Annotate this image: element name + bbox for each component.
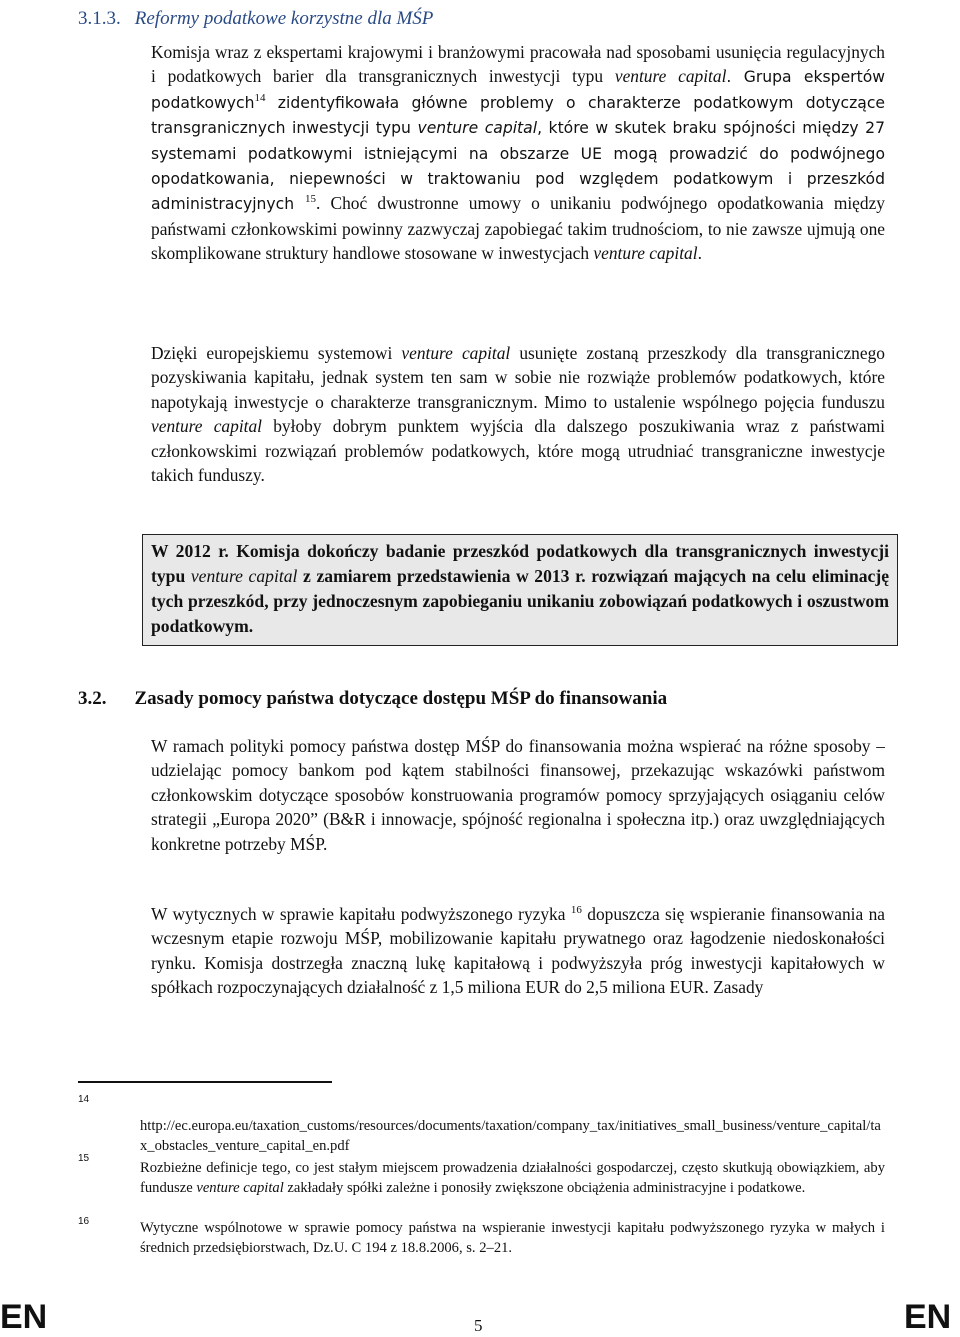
p1-text-c: zidentyfikowała główne problemy o charakterze podatkowym dotyczące transgranicznych inwestycji typu xyxy=(151,93,885,138)
p1-italic-a: venture capital xyxy=(614,66,727,87)
p1-text-b: . Grupa ekspertów podatkowych xyxy=(151,68,885,112)
section-number: 3.2. xyxy=(78,688,107,709)
footnote-separator xyxy=(78,1081,332,1083)
footer-language-code-right: EN xyxy=(904,1298,952,1336)
section-title: Reformy podatkowe korzystne dla MŚP xyxy=(134,8,434,29)
paragraph-4 xyxy=(151,902,885,1000)
footnote-16-text: Wytyczne wspólnotowe w sprawie pomocy państwa na wspieranie inwestycji kapitału podwyższonego ryzyka w małych i średnich przedsiębiorstwach, Dz.U. C 194 z 18.8.2006, s. 2–21. xyxy=(140,1220,885,1256)
highlight-box xyxy=(142,534,898,646)
footnote-15-text xyxy=(140,1158,885,1198)
section-heading-3-2 xyxy=(78,688,667,710)
p2-text-b: usunięte zostaną przeszkody dla transgranicznego pozyskiwania kapitału, jednak system ten sam w sobie nie rozwiąże problemów podatkowych, które napotykają inwestycje o charakterze transgranicznym. Mimo to ustalenie wspólnego pojęcia funduszu xyxy=(151,343,885,412)
fn15-text-b: zakładały spółki zależne i ponosiły zwiększone obciążenia administracyjne i podatkowe. xyxy=(283,1180,806,1196)
box-text-a: W 2012 r. Komisja dokończy badanie przeszkód podatkowych dla transgranicznych inwestycji typu xyxy=(151,541,889,586)
page-number: 5 xyxy=(474,1316,483,1335)
footnote-14-link[interactable]: http://ec.europa.eu/taxation_customs/resources/documents/taxation/company_tax/initiatives_small_business/venture_capital/tax_obstacles_venture_capital_en.pdf xyxy=(140,1118,881,1154)
paragraph-1 xyxy=(151,40,885,266)
fn15-text-a: Rozbieżne definicje tego, co jest stałym miejscem prowadzenia działalności gospodarczej, często skutkują obowiązkiem, aby fundusze xyxy=(140,1160,885,1196)
p1-text-e: . Choć dwustronne umowy o unikaniu podwójnego opodatkowania między państwami członkowskimi powinny zazwyczaj zapobiegać takim trudnościom, to nie zawsze ujmują one skomplikowane struktury handlowe stosowane w inwestycjach xyxy=(151,193,885,264)
paragraph-3: W ramach polityki pomocy państwa dostęp MŚP do finansowania można wspierać na różne sposoby – udzielając pomocy bankom pod kątem stabilności finansowej, przekazując wskazówki państwom członkowskim dotyczące sposobów konstruowania programów pomocy sprzyjających osiąganiu celów strategii „Europa 2020” (B&R i innowacje, spójność regionalna i społeczna itp.) oraz uwzględniających konkretne potrzeby MŚP. xyxy=(151,736,885,854)
footnote-14-text[interactable] xyxy=(140,1116,885,1156)
p1-italic-c: venture capital xyxy=(417,119,538,138)
section-heading-3-1-3 xyxy=(78,8,433,30)
p2-italic-b: venture capital xyxy=(151,416,263,437)
p2-text-c: byłoby dobrym punktem wyjścia dla dalszego poszukiwania wraz z państwami członkowskimi rozwiązań problemów podatkowych, które mogą utrudniać transgraniczne inwestycje takich funduszy. xyxy=(151,416,885,486)
box-italic: venture capital xyxy=(190,566,298,586)
p1-italic-e: venture capital xyxy=(593,243,698,264)
p2-text-a: Dzięki europejskiemu systemowi xyxy=(151,343,402,363)
footnote-number: 15 xyxy=(78,1153,90,1164)
p4-text-a: W wytycznych w sprawie kapitału podwyższonego ryzyka xyxy=(151,904,571,924)
section-number: 3.1.3. xyxy=(78,8,121,29)
box-text-b: z zamiarem przedstawienia w 2013 r. rozwiązań mających na celu eliminację tych przeszkód, przy jednoczesnym zapobieganiu unikaniu zobowiązań podatkowych i oszustwom podatkowym. xyxy=(151,566,890,636)
footer-language-code-left: EN xyxy=(0,1298,48,1336)
p2-italic-a: venture capital xyxy=(401,343,511,363)
p1-text-f: . xyxy=(697,243,702,264)
fn15-italic: venture capital xyxy=(196,1180,284,1196)
p1-text-d: , które w skutek braku spójności między 27 systemami podatkowymi istniejącymi na obszarze UE mogą prowadzić do podwójnego opodatkowania, niepewności w traktowaniu pod względem podatkowym i przeszkód administracyjnych xyxy=(151,119,885,214)
footnote-ref-15[interactable]: 15 xyxy=(304,193,316,206)
footnote-ref-14[interactable]: 14 xyxy=(254,92,266,105)
footnote-number: 14 xyxy=(78,1094,90,1105)
paragraph-2 xyxy=(151,341,885,487)
footnote-number: 16 xyxy=(78,1216,90,1227)
p4-text-b: dopuszcza się wspieranie finansowania na wczesnym etapie rozwoju MŚP, mobilizowanie kapitału prywatnego oraz łagodzenie niedoskonałości rynku. Komisja dostrzegła znaczną lukę kapitałową i podwyższyła próg inwestycji kapitałowych w spółkach rozpoczynających działalność z 1,5 miliona EUR do 2,5 miliona EUR. Zasady xyxy=(151,904,885,998)
section-title: Zasady pomocy państwa dotyczące dostępu MŚP do finansowania xyxy=(134,688,668,709)
highlight-box-text xyxy=(151,539,889,639)
p1-text-a: Komisja wraz z ekspertami krajowymi i branżowymi pracowała nad sposobami usunięcia regulacyjnych i podatkowych barier dla transgranicznych inwestycji typu xyxy=(151,42,885,87)
footnote-ref-16[interactable]: 16 xyxy=(570,904,582,917)
